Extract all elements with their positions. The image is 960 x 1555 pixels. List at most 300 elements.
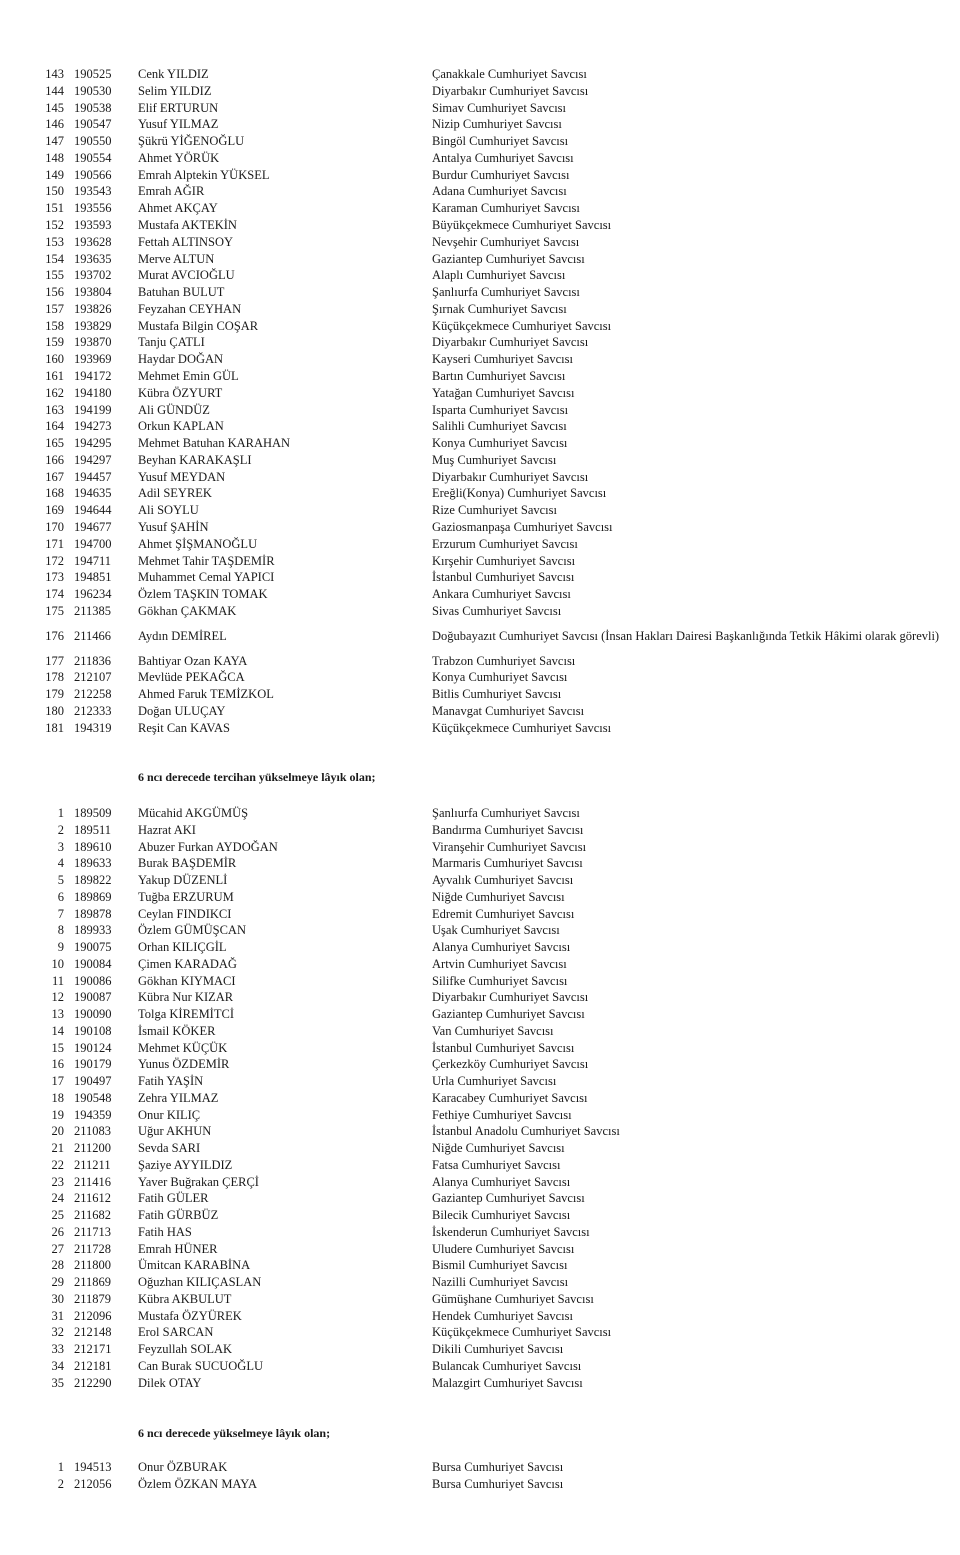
number: 28 — [51, 1258, 64, 1272]
registry-number: 194199 — [74, 403, 112, 417]
registry-number: 194319 — [74, 721, 112, 735]
number: 16 — [51, 1057, 64, 1071]
name: Merve ALTUN — [138, 252, 215, 266]
name: Onur KILIÇ — [138, 1108, 201, 1122]
registry-number: 211466 — [74, 629, 112, 643]
name: Muhammet Cemal YAPICI — [138, 570, 275, 584]
office: Niğde Cumhuriyet Savcısı — [432, 1141, 565, 1155]
registry-number: 211416 — [74, 1175, 112, 1189]
name: Mustafa Bilgin COŞAR — [138, 319, 259, 333]
name: Mustafa ÖZYÜREK — [138, 1309, 242, 1323]
name: Gökhan KIYMACI — [138, 974, 236, 988]
name: Doğan ULUÇAY — [138, 704, 226, 718]
number: 30 — [51, 1292, 64, 1306]
registry-number: 211211 — [74, 1158, 111, 1172]
name: Yakup DÜZENLİ — [138, 873, 228, 887]
number: 35 — [51, 1376, 64, 1390]
office: Dikili Cumhuriyet Savcısı — [432, 1342, 564, 1356]
registry-number: 189869 — [74, 890, 112, 904]
registry-number: 190550 — [74, 134, 112, 148]
number: 154 — [45, 252, 64, 266]
name: Fettah ALTINSOY — [138, 235, 234, 249]
number: 32 — [51, 1325, 64, 1339]
number: 158 — [45, 319, 64, 333]
number: 10 — [51, 957, 64, 971]
office: Uşak Cumhuriyet Savcısı — [432, 923, 560, 937]
name: Kübra ÖZYURT — [138, 386, 223, 400]
name: Bahtiyar Ozan KAYA — [138, 654, 248, 668]
office: Konya Cumhuriyet Savcısı — [432, 436, 568, 450]
number: 150 — [45, 184, 64, 198]
office: Erzurum Cumhuriyet Savcısı — [432, 537, 578, 551]
registry-number: 190547 — [74, 117, 112, 131]
registry-number: 212148 — [74, 1325, 112, 1339]
office: Çerkezköy Cumhuriyet Savcısı — [432, 1057, 589, 1071]
registry-number: 194359 — [74, 1108, 112, 1122]
office: Konya Cumhuriyet Savcısı — [432, 670, 568, 684]
number: 167 — [45, 470, 64, 484]
registry-number: 212107 — [74, 670, 112, 684]
office: Urla Cumhuriyet Savcısı — [432, 1074, 557, 1088]
office: Şırnak Cumhuriyet Savcısı — [432, 302, 567, 316]
number: 180 — [45, 704, 64, 718]
number: 23 — [51, 1175, 64, 1189]
number: 168 — [45, 486, 64, 500]
name: Fatih GÜRBÜZ — [138, 1208, 219, 1222]
name: Ali GÜNDÜZ — [138, 403, 210, 417]
registry-number: 189509 — [74, 806, 112, 820]
office: Büyükçekmece Cumhuriyet Savcısı — [432, 218, 612, 232]
name: Oğuzhan KILIÇASLAN — [138, 1275, 262, 1289]
office: Fatsa Cumhuriyet Savcısı — [432, 1158, 561, 1172]
name: Şaziye AYYILDIZ — [138, 1158, 233, 1172]
registry-number: 193628 — [74, 235, 112, 249]
name: Orkun KAPLAN — [138, 419, 224, 433]
name: Burak BAŞDEMİR — [138, 856, 237, 870]
registry-number: 194295 — [74, 436, 112, 450]
office: Sivas Cumhuriyet Savcısı — [432, 604, 562, 618]
name: Uğur AKHUN — [138, 1124, 212, 1138]
name: Ahmet AKÇAY — [138, 201, 218, 215]
office: Gümüşhane Cumhuriyet Savcısı — [432, 1292, 594, 1306]
office: Bursa Cumhuriyet Savcısı — [432, 1460, 564, 1474]
office: Yatağan Cumhuriyet Savcısı — [432, 386, 575, 400]
number: 156 — [45, 285, 64, 299]
number: 145 — [45, 101, 64, 115]
registry-number: 190566 — [74, 168, 112, 182]
name: Tanju ÇATLI — [138, 335, 205, 349]
registry-number: 190179 — [74, 1057, 112, 1071]
number: 172 — [45, 554, 64, 568]
office: Adana Cumhuriyet Savcısı — [432, 184, 567, 198]
office: Ereğli(Konya) Cumhuriyet Savcısı — [432, 486, 607, 500]
registry-number: 193829 — [74, 319, 112, 333]
number: 22 — [51, 1158, 64, 1172]
section-heading: 6 ncı derecede yükselmeye lâyık olan; — [138, 1426, 331, 1440]
number: 143 — [45, 67, 64, 81]
name: Emrah AĞIR — [138, 184, 205, 198]
office: Burdur Cumhuriyet Savcısı — [432, 168, 570, 182]
registry-number: 211083 — [74, 1124, 112, 1138]
office: Bartın Cumhuriyet Savcısı — [432, 369, 566, 383]
name: Mehmet KÜÇÜK — [138, 1041, 228, 1055]
name: Yaver Buğrakan ÇERÇİ — [138, 1175, 259, 1189]
number: 170 — [45, 520, 64, 534]
office: Kayseri Cumhuriyet Savcısı — [432, 352, 573, 366]
number: 152 — [45, 218, 64, 232]
name: Gökhan ÇAKMAK — [138, 604, 237, 618]
name: Şükrü YİĞENOĞLU — [138, 134, 245, 148]
number: 31 — [51, 1309, 64, 1323]
office: Rize Cumhuriyet Savcısı — [432, 503, 557, 517]
name: Sevda SARI — [138, 1141, 201, 1155]
registry-number: 211879 — [74, 1292, 112, 1306]
office: Isparta Cumhuriyet Savcısı — [432, 403, 569, 417]
name: Selim YILDIZ — [138, 84, 212, 98]
number: 173 — [45, 570, 64, 584]
office: Gaziosmanpaşa Cumhuriyet Savcısı — [432, 520, 613, 534]
registry-number: 196234 — [74, 587, 112, 601]
number: 146 — [45, 117, 64, 131]
name: Ceylan FINDIKCI — [138, 907, 232, 921]
number: 15 — [51, 1041, 64, 1055]
name: Erol SARCAN — [138, 1325, 214, 1339]
number: 162 — [45, 386, 64, 400]
number: 27 — [51, 1242, 64, 1256]
registry-number: 189633 — [74, 856, 112, 870]
registry-number: 190087 — [74, 990, 112, 1004]
registry-number: 190084 — [74, 957, 112, 971]
office: Trabzon Cumhuriyet Savcısı — [432, 654, 576, 668]
registry-number: 212258 — [74, 687, 112, 701]
number: 21 — [51, 1141, 64, 1155]
name: Mustafa AKTEKİN — [138, 218, 237, 232]
name: Cenk YILDIZ — [138, 67, 209, 81]
registry-number: 194180 — [74, 386, 112, 400]
office: Simav Cumhuriyet Savcısı — [432, 101, 567, 115]
name: Emrah Alptekin YÜKSEL — [138, 168, 270, 182]
registry-number: 211200 — [74, 1141, 112, 1155]
office: Doğubayazıt Cumhuriyet Savcısı (İnsan Hakları Dairesi Başkanlığında Tetkik Hâkimi olarak görevli) — [432, 629, 940, 643]
number: 34 — [51, 1359, 64, 1373]
name: Orhan KILIÇGİL — [138, 940, 227, 954]
registry-number: 212096 — [74, 1309, 112, 1323]
office: Gaziantep Cumhuriyet Savcısı — [432, 1191, 585, 1205]
number: 33 — [51, 1342, 64, 1356]
number: 2 — [57, 1477, 64, 1491]
registry-number: 194700 — [74, 537, 112, 551]
name: Murat AVCIOĞLU — [138, 268, 235, 282]
office: Nizip Cumhuriyet Savcısı — [432, 117, 562, 131]
name: Yunus ÖZDEMİR — [138, 1057, 230, 1071]
office: İstanbul Anadolu Cumhuriyet Savcısı — [432, 1124, 620, 1138]
registry-number: 193804 — [74, 285, 112, 299]
number: 13 — [51, 1007, 64, 1021]
number: 176 — [45, 629, 64, 643]
office: Edremit Cumhuriyet Savcısı — [432, 907, 575, 921]
name: Ali SOYLU — [138, 503, 199, 517]
office: Gaziantep Cumhuriyet Savcısı — [432, 1007, 585, 1021]
name: Özlem GÜMÜŞCAN — [138, 923, 246, 937]
registry-number: 211836 — [74, 654, 112, 668]
number: 4 — [57, 856, 64, 870]
number: 12 — [51, 990, 64, 1004]
number: 164 — [45, 419, 64, 433]
number: 1 — [57, 1460, 64, 1474]
office: Küçükçekmece Cumhuriyet Savcısı — [432, 319, 612, 333]
number: 18 — [51, 1091, 64, 1105]
name: Özlem TAŞKIN TOMAK — [138, 587, 268, 601]
registry-number: 190124 — [74, 1041, 112, 1055]
name: Mehmet Tahir TAŞDEMİR — [138, 554, 275, 568]
number: 144 — [45, 84, 64, 98]
number: 3 — [57, 840, 64, 854]
number: 161 — [45, 369, 64, 383]
name: Yusuf YILMAZ — [138, 117, 219, 131]
number: 11 — [51, 974, 64, 988]
name: Emrah HÜNER — [138, 1242, 218, 1256]
office: Marmaris Cumhuriyet Savcısı — [432, 856, 583, 870]
number: 6 — [57, 890, 64, 904]
name: Can Burak SUCUOĞLU — [138, 1359, 263, 1373]
registry-number: 193969 — [74, 352, 112, 366]
office: İstanbul Cumhuriyet Savcısı — [432, 570, 575, 584]
name: Kübra AKBULUT — [138, 1292, 232, 1306]
registry-number: 190530 — [74, 84, 112, 98]
registry-number: 189610 — [74, 840, 112, 854]
office: Artvin Cumhuriyet Savcısı — [432, 957, 567, 971]
number: 175 — [45, 604, 64, 618]
name: Tuğba ERZURUM — [138, 890, 234, 904]
office: Bismil Cumhuriyet Savcısı — [432, 1258, 568, 1272]
office: Bingöl Cumhuriyet Savcısı — [432, 134, 569, 148]
registry-number: 194644 — [74, 503, 112, 517]
office: Diyarbakır Cumhuriyet Savcısı — [432, 990, 589, 1004]
registry-number: 190090 — [74, 1007, 112, 1021]
name: Ümitcan KARABİNA — [138, 1258, 251, 1272]
registry-number: 211612 — [74, 1191, 112, 1205]
registry-number: 190554 — [74, 151, 112, 165]
name: Mevlüde PEKAĞCA — [138, 670, 245, 684]
registry-number: 190525 — [74, 67, 112, 81]
number: 174 — [45, 587, 64, 601]
name: İsmail KÖKER — [138, 1024, 216, 1038]
name: Çimen KARADAĞ — [138, 957, 237, 971]
office: Bulancak Cumhuriyet Savcısı — [432, 1359, 582, 1373]
registry-number: 212056 — [74, 1477, 112, 1491]
office: Küçükçekmece Cumhuriyet Savcısı — [432, 1325, 612, 1339]
office: Nazilli Cumhuriyet Savcısı — [432, 1275, 569, 1289]
registry-number: 193826 — [74, 302, 112, 316]
office: Diyarbakır Cumhuriyet Savcısı — [432, 84, 589, 98]
number: 148 — [45, 151, 64, 165]
registry-number: 190075 — [74, 940, 112, 954]
registry-number: 194513 — [74, 1460, 112, 1474]
registry-number: 212333 — [74, 704, 112, 718]
office: Malazgirt Cumhuriyet Savcısı — [432, 1376, 583, 1390]
registry-number: 194297 — [74, 453, 112, 467]
name: Beyhan KARAKAŞLI — [138, 453, 252, 467]
number: 178 — [45, 670, 64, 684]
number: 155 — [45, 268, 64, 282]
number: 169 — [45, 503, 64, 517]
name: Kübra Nur KIZAR — [138, 990, 234, 1004]
name: Reşit Can KAVAS — [138, 721, 230, 735]
office: Muş Cumhuriyet Savcısı — [432, 453, 557, 467]
registry-number: 193556 — [74, 201, 112, 215]
office: Bandırma Cumhuriyet Savcısı — [432, 823, 584, 837]
registry-number: 211869 — [74, 1275, 112, 1289]
registry-number: 193635 — [74, 252, 112, 266]
office: Karacabey Cumhuriyet Savcısı — [432, 1091, 588, 1105]
office: Hendek Cumhuriyet Savcısı — [432, 1309, 573, 1323]
number: 149 — [45, 168, 64, 182]
registry-number: 190497 — [74, 1074, 112, 1088]
name: Onur ÖZBURAK — [138, 1460, 228, 1474]
number: 25 — [51, 1208, 64, 1222]
registry-number: 190108 — [74, 1024, 112, 1038]
registry-number: 193593 — [74, 218, 112, 232]
office: Şanlıurfa Cumhuriyet Savcısı — [432, 285, 580, 299]
office: Niğde Cumhuriyet Savcısı — [432, 890, 565, 904]
office: Bursa Cumhuriyet Savcısı — [432, 1477, 564, 1491]
number: 166 — [45, 453, 64, 467]
number: 7 — [57, 907, 64, 921]
name: Mücahid AKGÜMÜŞ — [138, 806, 249, 820]
name: Mehmet Emin GÜL — [138, 369, 239, 383]
office: Salihli Cumhuriyet Savcısı — [432, 419, 567, 433]
office: Antalya Cumhuriyet Savcısı — [432, 151, 574, 165]
office: Uludere Cumhuriyet Savcısı — [432, 1242, 575, 1256]
office: Küçükçekmece Cumhuriyet Savcısı — [432, 721, 612, 735]
office: İstanbul Cumhuriyet Savcısı — [432, 1041, 575, 1055]
registry-number: 189878 — [74, 907, 112, 921]
registry-number: 194172 — [74, 369, 112, 383]
office: Bilecik Cumhuriyet Savcısı — [432, 1208, 571, 1222]
name: Yusuf MEYDAN — [138, 470, 226, 484]
office: Diyarbakır Cumhuriyet Savcısı — [432, 335, 589, 349]
number: 160 — [45, 352, 64, 366]
registry-number: 194273 — [74, 419, 112, 433]
office: Şanlıurfa Cumhuriyet Savcısı — [432, 806, 580, 820]
name: Haydar DOĞAN — [138, 352, 224, 366]
office: Silifke Cumhuriyet Savcısı — [432, 974, 568, 988]
name: Fatih YAŞİN — [138, 1074, 204, 1088]
name: Ahmet YÖRÜK — [138, 151, 220, 165]
registry-number: 189933 — [74, 923, 112, 937]
office: Ayvalık Cumhuriyet Savcısı — [432, 873, 574, 887]
number: 165 — [45, 436, 64, 450]
number: 26 — [51, 1225, 64, 1239]
number: 179 — [45, 687, 64, 701]
number: 8 — [57, 923, 64, 937]
number: 159 — [45, 335, 64, 349]
number: 5 — [57, 873, 64, 887]
name: Aydın DEMİREL — [138, 629, 227, 643]
number: 177 — [45, 654, 64, 668]
number: 29 — [51, 1275, 64, 1289]
office: İskenderun Cumhuriyet Savcısı — [432, 1225, 590, 1239]
name: Elif ERTURUN — [138, 101, 219, 115]
number: 20 — [51, 1124, 64, 1138]
registry-number: 194851 — [74, 570, 112, 584]
number: 1 — [57, 806, 64, 820]
number: 14 — [51, 1024, 64, 1038]
registry-number: 190086 — [74, 974, 112, 988]
registry-number: 189822 — [74, 873, 112, 887]
number: 24 — [51, 1191, 64, 1205]
office: Manavgat Cumhuriyet Savcısı — [432, 704, 585, 718]
name: Fatih HAS — [138, 1225, 192, 1239]
office: Alaplı Cumhuriyet Savcısı — [432, 268, 566, 282]
registry-number: 211713 — [74, 1225, 112, 1239]
registry-number: 189511 — [74, 823, 112, 837]
registry-number: 194677 — [74, 520, 112, 534]
office: Karaman Cumhuriyet Savcısı — [432, 201, 580, 215]
number: 171 — [45, 537, 64, 551]
registry-number: 211800 — [74, 1258, 112, 1272]
registry-number: 193702 — [74, 268, 112, 282]
office: Kırşehir Cumhuriyet Savcısı — [432, 554, 576, 568]
office: Bitlis Cumhuriyet Savcısı — [432, 687, 562, 701]
number: 157 — [45, 302, 64, 316]
office: Fethiye Cumhuriyet Savcısı — [432, 1108, 572, 1122]
registry-number: 190548 — [74, 1091, 112, 1105]
registry-number: 211385 — [74, 604, 112, 618]
name: Batuhan BULUT — [138, 285, 225, 299]
name: Özlem ÖZKAN MAYA — [138, 1477, 257, 1491]
office: Gaziantep Cumhuriyet Savcısı — [432, 252, 585, 266]
registry-number: 193543 — [74, 184, 112, 198]
number: 147 — [45, 134, 64, 148]
office: Diyarbakır Cumhuriyet Savcısı — [432, 470, 589, 484]
name: Adil SEYREK — [138, 486, 212, 500]
number: 9 — [57, 940, 64, 954]
registry-number: 212290 — [74, 1376, 112, 1390]
office: Viranşehir Cumhuriyet Savcısı — [432, 840, 587, 854]
number: 181 — [45, 721, 64, 735]
name: Abuzer Furkan AYDOĞAN — [138, 840, 278, 854]
office: Nevşehir Cumhuriyet Savcısı — [432, 235, 580, 249]
registry-number: 211728 — [74, 1242, 112, 1256]
number: 163 — [45, 403, 64, 417]
registry-number: 190538 — [74, 101, 112, 115]
office: Alanya Cumhuriyet Savcısı — [432, 940, 571, 954]
name: Feyzahan CEYHAN — [138, 302, 242, 316]
name: Mehmet Batuhan KARAHAN — [138, 436, 291, 450]
registry-number: 194457 — [74, 470, 112, 484]
registry-number: 211682 — [74, 1208, 112, 1222]
number: 153 — [45, 235, 64, 249]
name: Hazrat AKI — [138, 823, 196, 837]
number: 17 — [51, 1074, 64, 1088]
number: 19 — [51, 1108, 64, 1122]
name: Dilek OTAY — [138, 1376, 202, 1390]
registry-number: 194711 — [74, 554, 112, 568]
name: Zehra YILMAZ — [138, 1091, 219, 1105]
number: 151 — [45, 201, 64, 215]
registry-number: 212181 — [74, 1359, 112, 1373]
registry-number: 194635 — [74, 486, 112, 500]
name: Yusuf ŞAHİN — [138, 520, 209, 534]
name: Fatih GÜLER — [138, 1191, 209, 1205]
registry-number: 193870 — [74, 335, 112, 349]
office: Ankara Cumhuriyet Savcısı — [432, 587, 571, 601]
section-heading: 6 ncı derecede tercihan yükselmeye lâyık olan; — [138, 770, 376, 784]
office: Alanya Cumhuriyet Savcısı — [432, 1175, 571, 1189]
name: Ahmet ŞİŞMANOĞLU — [138, 537, 258, 551]
name: Ahmed Faruk TEMİZKOL — [138, 687, 274, 701]
